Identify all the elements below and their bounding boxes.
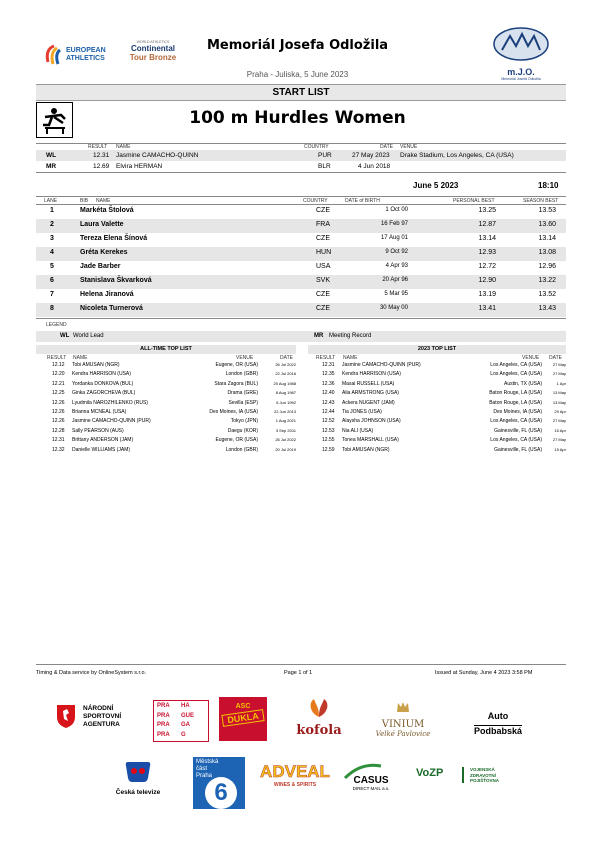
- toplist-date: 15 Apr: [554, 427, 566, 433]
- records-header-date: DATE: [380, 144, 393, 150]
- toplist-row: [308, 447, 566, 456]
- season-header-name: NAME: [343, 355, 358, 361]
- season-header-date: DATE: [549, 355, 562, 361]
- meeting-title: Memoriál Josefa Odložila: [206, 38, 389, 53]
- vozp-name: VoZP: [416, 767, 444, 779]
- entry-pb: 12.93: [478, 249, 496, 256]
- entry-row: [36, 261, 566, 275]
- asc-dukla-logo: [219, 697, 267, 741]
- toplist-name: Tobi AMUSAN (NGR): [72, 362, 120, 368]
- toplist-row: [36, 390, 296, 399]
- alltime-title: ALL-TIME TOP LIST: [36, 345, 296, 354]
- race-time: 18:10: [538, 181, 559, 190]
- toplist-row: [308, 381, 566, 390]
- vozp-divider: [462, 767, 464, 783]
- entry-name: Stanislava Škvarková: [80, 277, 152, 284]
- toplist-name: Sally PEARSON (AUS): [72, 427, 124, 434]
- toplist-name: Tonea MARSHALL (USA): [342, 437, 399, 444]
- toplist-name: Ackera NUGENT (JAM): [342, 399, 395, 406]
- entry-lane: 4: [50, 249, 54, 256]
- praha-cell: HA: [181, 703, 190, 709]
- toplist-venue: Los Angeles, CA (USA): [490, 362, 542, 368]
- toplist-venue: Los Angeles, CA (USA): [490, 437, 542, 444]
- entry-sb: 12.96: [538, 263, 556, 270]
- entry-country: USA: [316, 263, 331, 270]
- toplist-date: 1 Aug 2021: [275, 418, 296, 424]
- toplist-result: 12.26: [52, 418, 65, 425]
- alltime-header-name: NAME: [73, 355, 88, 361]
- nsa-line1: NÁRODNÍ: [83, 705, 114, 712]
- entry-pb: 12.87: [478, 221, 496, 228]
- toplist-venue: Tokyo (JPN): [230, 418, 258, 425]
- toplist-date: 27 May: [552, 437, 566, 443]
- toplist-venue: Gainesville, FL (USA): [494, 427, 542, 434]
- season-title: 2023 TOP LIST: [308, 345, 566, 354]
- praha-cell: PRA: [157, 712, 170, 719]
- toplist-name: Jasmine CAMACHO-QUINN (PUR): [342, 362, 421, 368]
- entry-country: CZE: [316, 291, 330, 298]
- toplist-date: 22 Jun 2013: [273, 409, 296, 414]
- entries-header-bib: BIB: [80, 198, 89, 204]
- vinium-logo: [368, 700, 438, 738]
- entry-country: SVK: [316, 277, 331, 284]
- toplist-date: 20 Aug 1988: [273, 380, 296, 386]
- entry-sb: 13.60: [538, 221, 556, 228]
- record-result: 12.69: [93, 163, 110, 170]
- kofola-logo: [293, 697, 345, 738]
- entry-pb: 12.90: [478, 277, 496, 284]
- toplist-venue: Eugene, OR (USA): [215, 437, 258, 444]
- toplist-date: 8 Aug 1987: [275, 390, 296, 396]
- praha-cell: GA: [181, 722, 190, 728]
- entry-sb: 13.08: [538, 249, 556, 256]
- toplist-result: 12.26: [52, 409, 65, 415]
- nsa-line2: SPORTOVNÍ: [83, 713, 122, 720]
- toplist-name: Jasmine CAMACHO-QUINN (PUR): [72, 418, 151, 425]
- entry-name: Laura Valette: [80, 221, 124, 228]
- toplist-date: 1 Apr: [556, 380, 566, 386]
- casus-logo: [338, 760, 404, 791]
- record-code: MR: [46, 163, 57, 170]
- entry-sb: 13.14: [538, 235, 556, 242]
- toplist-result: 12.44: [322, 409, 335, 415]
- entry-name: Gréta Kerekes: [80, 249, 128, 256]
- toplist-result: 12.36: [322, 380, 335, 387]
- toplist-result: 12.43: [322, 399, 335, 406]
- entry-lane: 6: [50, 277, 54, 284]
- toplist-venue: Gainesville, FL (USA): [494, 446, 542, 453]
- vozp-line3: POJIŠŤOVNA: [470, 778, 500, 783]
- toplist-result: 12.59: [322, 446, 335, 453]
- toplist-result: 12.31: [52, 437, 65, 444]
- toplist-date: 29 Apr: [554, 409, 566, 414]
- records-header-result: RESULT: [88, 144, 108, 150]
- toplist-venue: Des Moines, IA (USA): [209, 409, 258, 415]
- record-result: 12.31: [93, 152, 110, 159]
- entry-lane: 1: [50, 207, 54, 214]
- toplist-date: 27 May: [552, 362, 566, 367]
- toplist-result: 12.20: [52, 371, 65, 378]
- toplist-result: 12.53: [322, 427, 335, 434]
- toplist-venue: Sevilla (ESP): [228, 399, 258, 406]
- entry-name: Jade Barber: [80, 263, 121, 270]
- entries-header-country: COUNTRY: [303, 198, 328, 204]
- entry-country: FRA: [316, 221, 330, 228]
- entry-sb: 13.53: [538, 207, 556, 214]
- entry-sb: 13.52: [538, 291, 556, 298]
- entries-header-dob: DATE of BIRTH: [345, 198, 380, 204]
- divider: [36, 196, 566, 197]
- toplist-result: 12.21: [52, 380, 65, 387]
- toplist-row: [308, 437, 566, 446]
- adveal-name: ADVEAL: [260, 762, 330, 781]
- praha-cell: PRA: [157, 703, 170, 709]
- divider: [36, 664, 566, 665]
- toplist-row: [36, 447, 296, 456]
- toplist-venue: Austin, TX (USA): [504, 380, 542, 387]
- record-date: 27 May 2023: [352, 152, 390, 159]
- toplist-date: 20 Jul 2019: [275, 446, 296, 452]
- entry-dob: 1 Oct 00: [385, 207, 408, 213]
- records-header-country: COUNTRY: [304, 144, 329, 150]
- legend-wl-code: WL: [60, 333, 70, 339]
- entry-dob: 9 Oct 92: [385, 249, 408, 255]
- record-name: Jasmine CAMACHO-QUINN: [116, 152, 199, 159]
- alltime-header-date: DATE: [280, 355, 293, 361]
- asc-line1: ASC: [235, 703, 251, 710]
- toplist-row: [36, 409, 296, 418]
- entry-row: [36, 275, 566, 289]
- toplist-date: 13 May: [552, 390, 566, 396]
- toplist-name: Brittany ANDERSON (JAM): [72, 437, 134, 444]
- toplist-row: [308, 428, 566, 437]
- section-title: START LIST: [36, 84, 566, 101]
- toplist-row: [308, 390, 566, 399]
- race-date: June 5 2023: [413, 181, 459, 190]
- entry-lane: 3: [50, 235, 54, 242]
- toplist-name: Kendra HARRISON (USA): [342, 371, 401, 378]
- toplist-venue: Drama (GRE): [227, 390, 258, 397]
- praha6-line1: Městská: [196, 759, 219, 765]
- entry-row: [36, 247, 566, 261]
- auto-line2: Podbabská: [473, 726, 522, 736]
- mjo-logo-text: m.J.O.: [507, 67, 535, 77]
- entry-row: [36, 219, 566, 233]
- toplist-date: 26 Jul 2022: [275, 362, 296, 367]
- record-country: PUR: [318, 152, 332, 159]
- legend: [36, 331, 566, 342]
- entry-dob: 4 Apr 93: [385, 263, 408, 269]
- toplist-name: Lyudmila NAROZHILENKO (RUS): [72, 399, 148, 406]
- entry-row: [36, 233, 566, 247]
- entries-header-name: NAME: [96, 198, 111, 204]
- toplist-name: Nia ALI (USA): [342, 427, 374, 434]
- entry-row: [36, 289, 566, 303]
- toplist-result: 12.26: [52, 399, 65, 406]
- entry-dob: 16 Feb 97: [380, 221, 408, 227]
- praha-cell: GUE: [181, 712, 195, 719]
- toplist-row: [36, 400, 296, 409]
- entry-sb: 13.43: [538, 305, 556, 312]
- toplist-venue: Des Moines, IA (USA): [493, 409, 542, 415]
- alltime-header-venue: VENUE: [236, 355, 254, 361]
- mjo-logo-sub: Memoriál Josefa Odložila: [501, 77, 541, 81]
- toplist-venue: Daegu (KOR): [227, 427, 258, 434]
- entry-country: CZE: [316, 235, 330, 242]
- entry-dob: 17 Aug 01: [380, 235, 408, 241]
- toplist-date: 27 May: [552, 371, 566, 377]
- toplist-name: Kendra HARRISON (USA): [72, 371, 131, 378]
- toplist-row: [36, 418, 296, 427]
- entry-lane: 8: [50, 305, 54, 312]
- toplist-venue: Los Angeles, CA (USA): [490, 418, 542, 425]
- praha-cell: G: [181, 731, 186, 738]
- entries-header-lane: LANE: [44, 198, 58, 204]
- toplist-venue: Eugene, OR (USA): [215, 362, 258, 368]
- entry-name: Tereza Elena Šínová: [80, 235, 148, 242]
- toplist-row: [308, 409, 566, 418]
- entry-pb: 13.14: [478, 235, 496, 242]
- toplist-name: Brianna MCNEAL (USA): [72, 409, 127, 415]
- entry-name: Markéta Štolová: [80, 207, 134, 214]
- casus-name: CASUS: [353, 775, 389, 786]
- entry-dob: 20 Apr 96: [382, 277, 408, 283]
- toplist-venue: Stara Zagora (BUL): [214, 380, 258, 387]
- toplist-row: [36, 371, 296, 380]
- toplist-name: Masai RUSSELL (USA): [342, 380, 395, 387]
- crown-icon: [396, 700, 410, 714]
- toplist-venue: Baton Rouge, LA (USA): [489, 390, 542, 397]
- toplist-row: [36, 362, 296, 371]
- praha6-line3: Praha: [196, 773, 213, 779]
- record-name: Elvira HERMAN: [116, 163, 163, 170]
- ea-logo-line1: EUROPEAN: [66, 47, 106, 54]
- toplist-name: Ginka ZAGORCHEVA (BUL): [72, 390, 136, 397]
- legend-label: LEGEND: [46, 322, 67, 328]
- record-code: WL: [46, 152, 57, 159]
- entry-dob: 30 May 00: [379, 305, 408, 311]
- toplist-result: 12.35: [322, 371, 335, 378]
- season-header-venue: VENUE: [522, 355, 540, 361]
- toplist-venue: London (GBR): [225, 371, 258, 378]
- toplist-date: 22 Jul 2016: [275, 371, 296, 377]
- nsa-line3: AGENTURA: [83, 721, 120, 728]
- entry-lane: 7: [50, 291, 54, 298]
- toplist-result: 12.25: [52, 390, 65, 397]
- vozp-line2: ZDRAVOTNÍ: [470, 772, 496, 778]
- mjo-logo: [490, 26, 552, 81]
- entry-country: CZE: [316, 305, 330, 312]
- legend-wl-text: World Lead: [73, 333, 104, 339]
- praha6-number: 6: [205, 777, 237, 809]
- mjo-emblem-icon: [492, 26, 550, 62]
- vinium-sub: Velké Pavlovice: [375, 730, 431, 738]
- legend-mr-code: MR: [314, 333, 324, 339]
- entry-pb: 13.25: [478, 207, 496, 214]
- ct-logo-small: WORLD ATHLETICS: [136, 40, 170, 44]
- event-title: 100 m Hurdles Women: [189, 108, 406, 128]
- records-header-name: NAME: [116, 144, 131, 150]
- ct-logo-line2: Tour Bronze: [129, 53, 177, 62]
- divider: [36, 318, 566, 319]
- asc-line2: DUKLA: [221, 709, 264, 727]
- toplist-result: 12.40: [322, 390, 335, 397]
- toplist-row: [308, 400, 566, 409]
- toplist-venue: London (GBR): [225, 446, 258, 453]
- entry-lane: 2: [50, 221, 54, 228]
- toplist-result: 12.55: [322, 437, 335, 444]
- season-header-result: RESULT: [316, 355, 336, 361]
- record-country: BLR: [318, 163, 331, 170]
- toplist-row: [36, 437, 296, 446]
- entries-header-sb: SEASON BEST: [523, 198, 559, 204]
- toplist-result: 12.32: [52, 446, 65, 453]
- praha-cell: PRA: [157, 722, 170, 728]
- records-header-venue: VENUE: [400, 144, 418, 150]
- toplist-name: Tia JONES (USA): [342, 409, 382, 415]
- entry-lane: 5: [50, 263, 54, 270]
- toplist-name: Yordanka DONKOVA (BUL): [72, 380, 134, 387]
- praha6-logo: [193, 757, 245, 809]
- kofola-text: kofola: [296, 723, 342, 738]
- toplist-venue: Los Angeles, CA (USA): [490, 371, 542, 378]
- toplist-result: 12.12: [52, 362, 65, 368]
- toplist-row: [36, 428, 296, 437]
- divider: [36, 172, 566, 173]
- toplist-date: 3 Sep 2011: [275, 427, 296, 433]
- lion-crest-icon: [55, 703, 77, 729]
- entry-row: [36, 303, 566, 317]
- entry-country: HUN: [316, 249, 332, 256]
- entry-row: [36, 205, 566, 219]
- toplist-date: 13 May: [552, 399, 566, 405]
- toplist-row: [308, 371, 566, 380]
- praha-logo: [153, 700, 209, 742]
- entry-name: Helena Jiranová: [80, 291, 134, 298]
- praha-cell: PRA: [157, 731, 170, 738]
- adveal-sub: WINES & SPIRITS: [273, 782, 317, 788]
- footer-issued: Issued at Sunday, June 4 2023 3:58 PM: [435, 670, 533, 676]
- toplist-date: 26 Jul 2022: [275, 437, 296, 443]
- alltime-header-result: RESULT: [47, 355, 67, 361]
- toplist-name: Alaysha JOHNSON (USA): [342, 418, 401, 425]
- entries-header-pb: PERSONAL BEST: [453, 198, 495, 204]
- toplist-row: [308, 418, 566, 427]
- ct-logo-icon: [124, 760, 152, 784]
- footer-page: Page 1 of 1: [284, 670, 313, 676]
- vozp-line1: VOJENSKÁ: [470, 767, 495, 772]
- entry-sb: 13.22: [538, 277, 556, 284]
- footer-timing: Timing & Data service by OnlineSystem s.r.o.: [36, 670, 147, 676]
- toplist-name: Alia ARMSTRONG (USA): [342, 390, 399, 397]
- toplist-name: Danielle WILLIAMS (JAM): [72, 446, 131, 453]
- toplist-result: 12.52: [322, 418, 335, 425]
- adveal-logo: [256, 762, 334, 788]
- casus-sub: DIRECT MAIL a.s.: [352, 786, 390, 791]
- legend-mr-text: Meeting Record: [329, 333, 372, 339]
- kofola-leaf-icon: [306, 697, 332, 719]
- toplist-row: [36, 381, 296, 390]
- toplist-date: 6 Jun 1992: [276, 399, 296, 405]
- entry-country: CZE: [316, 207, 330, 214]
- entry-pb: 13.41: [478, 305, 496, 312]
- entry-dob: 5 Mar 95: [384, 291, 408, 297]
- entry-pb: 12.72: [478, 263, 496, 270]
- vinium-name: VINIUM: [381, 719, 425, 730]
- entry-pb: 13.19: [478, 291, 496, 298]
- toplist-date: 15 Apr: [554, 446, 566, 452]
- toplist-name: Tobi AMUSAN (NGR): [342, 446, 390, 453]
- toplist-date: 27 May: [552, 418, 566, 424]
- meeting-subtitle: Praha - Juliska, 5 June 2023: [246, 70, 349, 79]
- auto-podbabska-logo: [463, 711, 533, 739]
- entry-name: Nicoleta Turnerová: [80, 305, 143, 312]
- ct-name: Česká televize: [115, 789, 161, 796]
- ceska-televize-logo: [106, 760, 170, 796]
- praha6-line2: část: [196, 766, 208, 772]
- toplist-result: 12.28: [52, 427, 65, 434]
- ct-logo-line1: Continental: [131, 44, 175, 53]
- record-venue: Drake Stadium, Los Angeles, CA (USA): [400, 152, 514, 159]
- record-date: 4 Jun 2018: [358, 163, 391, 170]
- toplist-result: 12.31: [322, 362, 335, 368]
- toplist-venue: Baton Rouge, LA (USA): [489, 399, 542, 406]
- ea-logo-line2: ATHLETICS: [66, 55, 105, 62]
- toplist-row: [308, 362, 566, 371]
- auto-line1: Auto: [487, 711, 509, 721]
